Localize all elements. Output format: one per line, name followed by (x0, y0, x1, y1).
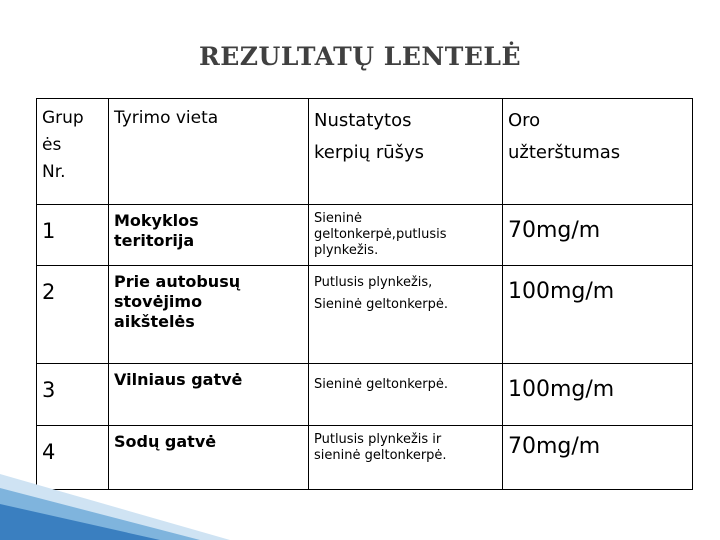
site-cell (109, 205, 309, 266)
lichen-line: Sieninė geltonkerpė. (314, 297, 449, 312)
pollution-cell: 70mg/m (503, 205, 693, 266)
table-header-row (37, 99, 693, 205)
lichen-line: Putlusis plynkežis ir (314, 432, 442, 447)
site-line: teritorija (114, 231, 195, 250)
header-line: Nustatytos (314, 110, 412, 131)
table-row (37, 266, 693, 364)
site-line: stovėjimo (114, 292, 203, 311)
header-lichen-species (309, 99, 503, 205)
group-number-cell: 2 (37, 266, 109, 364)
header-group-number (37, 99, 109, 205)
lichen-line: plynkežis. (314, 243, 379, 258)
site-line: Mokyklos (114, 211, 199, 230)
header-line: kerpių rūšys (314, 142, 425, 163)
header-air-pollution (503, 99, 693, 205)
lichen-line: Putlusis plynkežis, (314, 275, 433, 290)
results-table (36, 98, 693, 490)
lichen-line: sieninė geltonkerpė. (314, 448, 447, 463)
header-research-site (109, 99, 309, 205)
pollution-cell: 100mg/m (503, 266, 693, 364)
site-cell (109, 364, 309, 426)
header-line: ės (42, 135, 62, 155)
pollution-cell: 100mg/m (503, 364, 693, 426)
header-line: Nr. (42, 162, 66, 182)
group-number-cell: 1 (37, 205, 109, 266)
lichen-line: Sieninė geltonkerpė. (314, 377, 449, 392)
lichen-cell (309, 426, 503, 490)
group-number-cell: 4 (37, 426, 109, 490)
lichen-cell (309, 364, 503, 426)
header-line: Oro (508, 110, 541, 131)
group-number-cell: 3 (37, 364, 109, 426)
site-line: Vilniaus gatvė (114, 370, 243, 389)
table-row (37, 205, 693, 266)
lichen-line: geltonkerpė,putlusis (314, 227, 447, 242)
site-cell (109, 266, 309, 364)
pollution-cell: 70mg/m (503, 426, 693, 490)
page-title: REZULTATŲ LENTELĖ (198, 42, 522, 71)
lichen-cell (309, 266, 503, 364)
site-line: aikštelės (114, 312, 195, 331)
site-line: Prie autobusų (114, 272, 241, 291)
decorative-blue-wedge (0, 452, 230, 540)
header-line: Tyrimo vieta (114, 108, 219, 128)
lichen-line: Sieninė (314, 211, 362, 226)
header-line: užterštumas (508, 142, 621, 163)
table-row (37, 364, 693, 426)
site-line: Sodų gatvė (114, 432, 217, 451)
header-line: Grup (42, 108, 84, 128)
lichen-cell (309, 205, 503, 266)
